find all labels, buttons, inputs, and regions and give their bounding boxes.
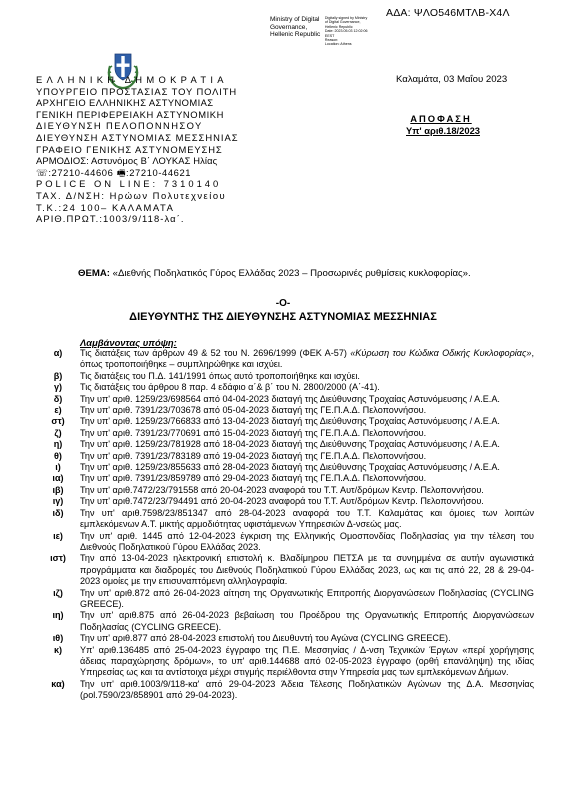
list-item-marker: ζ) — [54, 427, 62, 438]
list-item-text: Την υπ' αριθ. 1259/23/698564 από 04-04-2023 διαταγή της Διεύθυνσης Τροχαίας Αστυνόμευσης / Α.Ε.Α. — [80, 393, 500, 404]
signature-detail-line: Date: 2023.05.03 12:02:06 — [324, 29, 368, 34]
list-item-text: Την υπ' αριθ.875 από 26-04-2023 βεβαίωση του Προέδρου της Οργανωτικής Επιτροπής Διοργανώσεων Ποδηλασίας (CYCLING GREECE). — [80, 610, 534, 632]
list-item — [36, 485, 534, 496]
header-line: ΤΑΧ. Δ/ΝΣΗ: Ηρώων Πολυτεχνείου — [36, 189, 227, 201]
digital-signature-block — [270, 16, 372, 47]
list-item-text: Την από 13-04-2023 ηλεκτρονική επιστολή κ. Βλαδίμηρου ΠΕΤΣΑ με τα συνημμένα σε αυτήν αγωνιστικά προγράμματα και διαδρομές του Διεθνούς Ποδηλατικού Γύρου Ελλάδας 2023, ως και τις από 22, 28 & 29-04-2023 ομοίες με την επισυναπτόμενη αλληλογραφία. — [80, 553, 534, 587]
signature-detail-line: of Digital Governance, — [324, 20, 361, 25]
issuing-authority-header — [36, 74, 291, 225]
header-contact-phone-fax: ☏:27210-44606 🖷:27210-44621 — [36, 166, 192, 178]
dash-o-marker: -Ο- — [275, 298, 291, 309]
list-item-marker: ιγ) — [52, 496, 64, 507]
list-item-text: Την υπ' αριθ. 1259/23/766833 από 13-04-2023 διαταγή της Διεύθυνσης Τροχαίας Αστυνόμευσης / Α.Ε.Α. — [80, 416, 500, 427]
header-line: ΕΛΛΗΝΙΚΗ ΔΗΜΟΚΡΑΤΙΑ — [36, 74, 228, 85]
signature-detail-line: Digitally signed by Ministry — [324, 16, 368, 20]
signature-line: Governance, — [270, 23, 308, 31]
list-item — [36, 531, 534, 554]
signature-detail-line: EEST — [324, 33, 335, 38]
decision-number: Υπ' αριθ.18/2023 — [406, 125, 480, 136]
header-line: ΓΕΝΙΚΗ ΠΕΡΙΦΕΡΕΙΑΚΗ ΑΣΤΥΝΟΜΙΚΗ — [36, 108, 225, 120]
list-item-marker: γ) — [53, 382, 63, 393]
list-item — [36, 451, 534, 462]
list-item-marker: η) — [53, 439, 63, 450]
list-item-marker: θ) — [54, 450, 62, 461]
list-item — [36, 439, 534, 450]
list-item-text: Την υπ' αριθ.7472/23/791558 από 20-04-2023 αναφορά του Τ.Τ. Αυτ/δρόμων Κεντρ. Πελοποννήσου. — [80, 484, 484, 495]
list-item-text: Τις διατάξεις του άρθρου 8 παρ. 4 εδάφιο α΄& β΄ του Ν. 2800/2000 (Α΄-41). — [80, 382, 380, 393]
list-item-marker: α) — [53, 348, 63, 358]
list-item-marker: δ) — [53, 393, 63, 404]
list-item-marker: ιε) — [53, 530, 63, 541]
list-item-text: Την υπ' αριθ. 7391/23/859789 από 29-04-2023 διαταγή της ΓΕ.Π.Α.Δ. Πελοποννήσου. — [80, 473, 427, 484]
signature-detail-line: Hellenic Republic — [324, 24, 353, 29]
header-line: ΓΡΑΦΕΙΟ ΓΕΝΙΚΗΣ ΑΣΤΥΝΟΜΕΥΣΗΣ — [36, 143, 223, 155]
list-item — [36, 588, 534, 611]
list-item-marker: ιζ) — [53, 587, 63, 598]
ada-code: ΑΔΑ: ΨΛΟ546ΜΤΛΒ-Χ4Λ — [386, 7, 510, 19]
signature-signer — [270, 16, 325, 47]
header-line: ΑΡΜΟΔΙΟΣ: Αστυνόμος Β΄ ΛΟΥΚΑΣ Ηλίας — [36, 155, 218, 167]
header-line: ΑΡΧΗΓΕΙΟ ΕΛΛΗΝΙΚΗΣ ΑΣΤΥΝΟΜΙΑΣ — [36, 97, 214, 109]
list-item — [36, 405, 534, 416]
list-item — [36, 473, 534, 484]
list-item-marker: ι) — [55, 462, 61, 473]
list-item-marker: ε) — [54, 405, 62, 416]
header-protocol-number: ΑΡΙΘ.ΠΡΩΤ.:1003/9/118-λα΄. — [36, 213, 185, 225]
list-item — [36, 679, 534, 702]
director-title: ΔΙΕΥΘΥΝΤΗΣ ΤΗΣ ΔΙΕΥΘΥΝΣΗΣ ΑΣΤΥΝΟΜΙΑΣ ΜΕΣΣΗΝΙΑΣ — [129, 311, 437, 323]
list-item — [36, 371, 534, 382]
list-item — [36, 428, 534, 439]
list-item-marker: κα) — [51, 678, 65, 689]
subject-label: ΘΕΜΑ: — [78, 268, 110, 279]
header-line: ΔΙΕΥΘΥΝΣΗ ΑΣΤΥΝΟΜΙΑΣ ΜΕΣΣΗΝΙΑΣ — [36, 131, 239, 143]
list-item — [36, 508, 534, 531]
list-item — [36, 633, 534, 644]
subject-line — [78, 268, 471, 279]
list-item-text: Την υπ' αριθ.1003/9/118-κα' από 29-04-2023 Άδεια Τέλεσης Ποδηλατικών Αγώνων της Δ.Α. Μεσσηνίας (ρol.7590/23/858901 από 29-04-2023). — [80, 678, 534, 701]
list-item-marker: ιστ) — [50, 553, 66, 564]
list-item-text: Την υπ' αριθ. 7391/23/703678 από 05-04-2023 διαταγή της ΓΕ.Π.Α.Δ. Πελοποννήσου. — [80, 405, 427, 416]
list-item-text: Την υπ' αριθ. 1259/23/855633 από 28-04-2023 διαταγή της Διεύθυνσης Τροχαίας Αστυνόμευσης / Α.Ε.Α. — [80, 462, 500, 473]
signature-details — [325, 16, 372, 47]
list-item — [36, 416, 534, 427]
header-line: POLICE ON LINE: 7310140 — [36, 178, 222, 190]
list-item-marker: ια) — [52, 473, 64, 484]
list-item-text: Την υπ' αριθ.7598/23/851347 από 28-04-2023 αναφορά του Τ.Τ. Καλαμάτας και όμοιες των λοιπών εμπλεκόμενων Α.Τ. μικτής αρμοδιότητας υφιστάμενων Υπηρεσιών Δ-νσεώς μας. — [80, 507, 534, 530]
list-item-text: Την υπ' αριθ. 1259/23/781928 από 18-04-2023 διαταγή της Διεύθυνσης Τροχαίας Αστυνόμευσης / Α.Ε.Α. — [80, 439, 500, 450]
list-item — [36, 382, 534, 393]
list-item-text: Την υπ' αριθ.7472/23/794491 από 20-04-2023 αναφορά του Τ.Τ. Αυτ/δρόμων Κεντρ. Πελοποννήσου. — [80, 496, 484, 507]
list-item — [36, 496, 534, 507]
list-item-text: Την υπ' αριθ. 7391/23/770691 από 15-04-2023 διαταγή της ΓΕ.Π.Α.Δ. Πελοποννήσου. — [80, 427, 427, 438]
list-item-marker: ιη) — [52, 610, 64, 621]
list-item — [36, 610, 534, 633]
list-item-marker: ιβ) — [52, 484, 64, 495]
taking-into-account-heading: Λαμβάνοντας υπόψη: — [80, 337, 177, 348]
list-item-text: Την υπ' αριθ. 1445 από 12-04-2023 έγκριση της Ελληνικής Ομοσπονδίας Ποδηλασίας για την τέλεση του Διεθνούς Ποδηλατικού Γύρου Ελλάδας 2023. — [80, 530, 534, 552]
header-line: ΥΠΟΥΡΓΕΙΟ ΠΡΟΣΤΑΣΙΑΣ ΤΟΥ ΠΟΛΙΤΗ — [36, 85, 238, 97]
header-line: ΔΙΕΥΘΥΝΣΗ ΠΕΛΟΠΟΝΝΗΣΟΥ — [36, 120, 203, 132]
list-item — [36, 553, 534, 587]
list-item-text: Την υπ' αριθ.877 από 28-04-2023 επιστολή του Διευθυντή του Αγώνα (CYCLING GREECE). — [80, 633, 451, 644]
decision-title: ΑΠΟΦΑΣΗ — [410, 113, 472, 124]
signature-line: Ministry of Digital — [270, 16, 320, 23]
considerations-list — [36, 348, 534, 702]
list-item-marker: ιθ) — [52, 633, 64, 644]
list-item-text: Τις διατάξεις του Π.Δ. 141/1991 όπως αυτό τροποποιήθηκε και ισχύει. — [80, 370, 360, 381]
header-line: Τ.Κ.:24 100– ΚΑΛΑΜΑΤΑ — [36, 201, 175, 213]
list-item-marker: κ) — [53, 644, 63, 655]
list-item-marker: ιδ) — [52, 507, 64, 518]
signature-detail-line: Reason: — [324, 38, 339, 43]
list-item-marker: στ) — [51, 416, 65, 427]
signature-line: Hellenic Republic — [270, 31, 321, 38]
list-item — [36, 394, 534, 405]
list-item — [36, 462, 534, 473]
list-item — [36, 645, 534, 679]
subject-text: «Διεθνής Ποδηλατικός Γύρος Ελλάδας 2023 – Προσωρινές ρυθμίσεις κυκλοφορίας». — [112, 268, 471, 279]
list-item-text: Την υπ' αριθ.872 από 26-04-2023 αίτηση της Οργανωτικής Επιτροπής Διοργανώσεων Ποδηλασίας (CYCLING GREECE). — [80, 587, 534, 609]
list-item — [36, 348, 534, 371]
list-item-text: Τις διατάξεις των άρθρων 49 & 52 του Ν. 2696/1999 (ΦΕΚ Α-57) «Κύρωση του Κώδικα Οδικής Κυκλοφορίας», όπως τροποποιήθηκε – συμπληρώθηκε και ισχύει. — [80, 348, 534, 370]
list-item-marker: β) — [53, 370, 63, 381]
list-item-text: Υπ' αριθ.136485 από 25-04-2023 έγγραφο της Π.Ε. Μεσσηνίας / Δ-νση Τεχνικών Έργων «περί χορήγησης άδειας παραχώρησης δρόμων», το υπ' αριθ.144688 από 02-05-2023 έγγραφο (ορθή επανάληψη) της ιδίας Υπηρεσίας ως και τα αντίστοιχα μέχρι στιγμής περιέλθοντα στην Υπηρεσία μας των εμπλεκόμενων Δήμων. — [80, 644, 534, 678]
place-date: Καλαμάτα, 03 Μαΐου 2023 — [396, 74, 508, 85]
signature-detail-line: Location: Athens — [324, 42, 352, 47]
list-item-text: Την υπ' αριθ. 7391/23/783189 από 19-04-2023 διαταγή της ΓΕ.Π.Α.Δ. Πελοποννήσου. — [80, 450, 427, 461]
